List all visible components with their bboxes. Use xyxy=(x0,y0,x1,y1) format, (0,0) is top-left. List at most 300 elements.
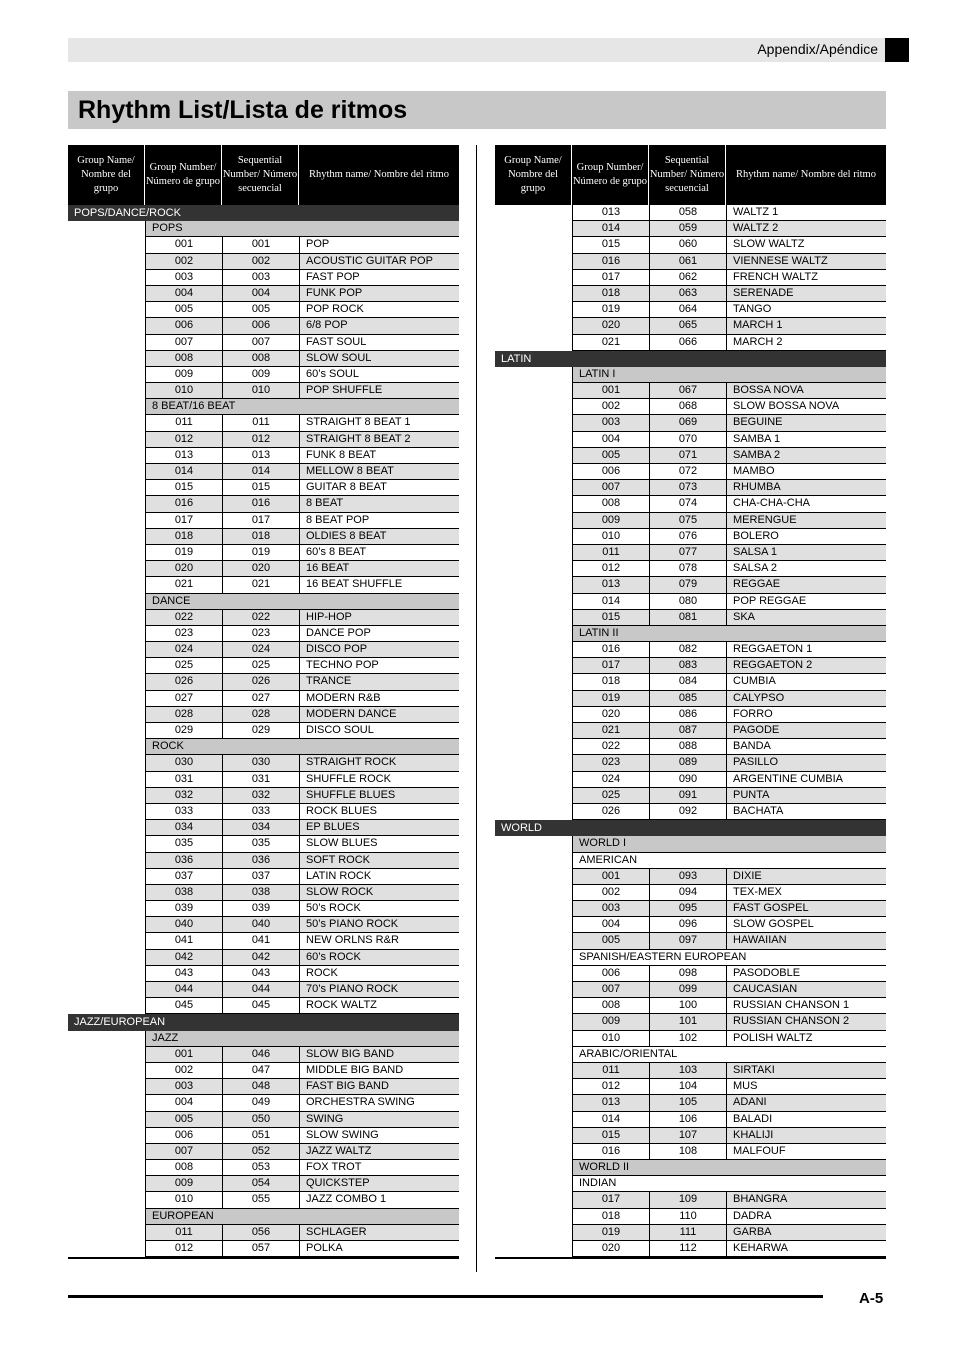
table-row xyxy=(495,998,886,1014)
sequential-number-cell: 099 xyxy=(649,982,726,998)
sequential-number-cell: 063 xyxy=(649,286,726,302)
sequential-number-cell: 022 xyxy=(222,610,299,626)
rhythm-name-cell: WALTZ 2 xyxy=(726,221,886,237)
rhythm-name-cell: KEHARWA xyxy=(726,1241,886,1257)
group-number-cell: 040 xyxy=(145,917,222,933)
table-row xyxy=(495,383,886,399)
rhythm-name-cell: SLOW SWING xyxy=(299,1128,459,1144)
subgroup-label: POPS xyxy=(145,221,459,237)
group-number-cell: 024 xyxy=(145,642,222,658)
table-row xyxy=(495,254,886,270)
group-number-cell: 003 xyxy=(572,415,649,431)
rhythm-name-cell: KHALIJI xyxy=(726,1128,886,1144)
table-row xyxy=(68,480,459,496)
group-number-cell: 001 xyxy=(572,383,649,399)
table-row xyxy=(495,1063,886,1079)
table-row xyxy=(68,982,459,998)
rhythm-name-cell: FAST GOSPEL xyxy=(726,901,886,917)
sequential-number-cell: 100 xyxy=(649,998,726,1014)
sequential-number-cell: 034 xyxy=(222,820,299,836)
sequential-number-cell: 092 xyxy=(649,804,726,820)
group-number-cell: 004 xyxy=(145,286,222,302)
rhythm-name-cell: BACHATA xyxy=(726,804,886,820)
group-number-cell: 012 xyxy=(145,1241,222,1257)
footer-rule xyxy=(68,1295,823,1298)
group-number-cell: 010 xyxy=(145,1192,222,1208)
table-row xyxy=(495,318,886,334)
table-row xyxy=(495,561,886,577)
sequential-number-cell: 109 xyxy=(649,1192,726,1208)
table-row xyxy=(495,707,886,723)
sequential-number-cell: 050 xyxy=(222,1112,299,1128)
sequential-number-cell: 069 xyxy=(649,415,726,431)
group-number-cell: 020 xyxy=(572,1241,649,1257)
table-row xyxy=(495,658,886,674)
rhythm-name-cell: FUNK POP xyxy=(299,286,459,302)
table-row xyxy=(495,399,886,415)
rhythm-name-cell: BHANGRA xyxy=(726,1192,886,1208)
sequential-number-cell: 083 xyxy=(649,658,726,674)
sequential-number-cell: 037 xyxy=(222,869,299,885)
table-row xyxy=(495,1144,886,1160)
table-row xyxy=(68,1144,459,1160)
rhythm-name-cell: BANDA xyxy=(726,739,886,755)
rhythm-name-cell: QUICKSTEP xyxy=(299,1176,459,1192)
rhythm-name-cell: DISCO SOUL xyxy=(299,723,459,739)
sequential-number-cell: 035 xyxy=(222,836,299,852)
rhythm-name-cell: FORRO xyxy=(726,707,886,723)
table-row xyxy=(68,869,459,885)
rhythm-name-cell: REGGAETON 1 xyxy=(726,642,886,658)
sequential-number-cell: 053 xyxy=(222,1160,299,1176)
rhythm-name-cell: FUNK 8 BEAT xyxy=(299,448,459,464)
rhythm-name-cell: ROCK WALTZ xyxy=(299,998,459,1014)
rhythm-name-cell: POLISH WALTZ xyxy=(726,1031,886,1047)
rhythm-name-cell: SERENADE xyxy=(726,286,886,302)
rhythm-name-cell: CHA-CHA-CHA xyxy=(726,496,886,512)
sequential-number-cell: 075 xyxy=(649,513,726,529)
sequential-number-cell: 064 xyxy=(649,302,726,318)
table-row xyxy=(495,221,886,237)
subgroup-label: ROCK xyxy=(145,739,459,755)
table-row xyxy=(68,804,459,820)
sequential-number-cell: 045 xyxy=(222,998,299,1014)
group-number-cell: 009 xyxy=(145,1176,222,1192)
sequential-number-cell: 024 xyxy=(222,642,299,658)
sequential-number-cell: 090 xyxy=(649,772,726,788)
table-row xyxy=(68,674,459,690)
sequential-number-cell: 039 xyxy=(222,901,299,917)
sequential-number-cell: 106 xyxy=(649,1112,726,1128)
rhythm-name-cell: BOLERO xyxy=(726,529,886,545)
table-row xyxy=(495,674,886,690)
sequential-number-cell: 104 xyxy=(649,1079,726,1095)
group-number-cell: 002 xyxy=(572,399,649,415)
sequential-number-cell: 023 xyxy=(222,626,299,642)
subgroup-row xyxy=(495,1160,886,1176)
group-number-cell: 008 xyxy=(572,496,649,512)
group-number-cell: 011 xyxy=(572,545,649,561)
sequential-number-cell: 033 xyxy=(222,804,299,820)
table-row xyxy=(495,642,886,658)
group-number-cell: 031 xyxy=(145,772,222,788)
sequential-number-cell: 070 xyxy=(649,432,726,448)
sequential-number-cell: 073 xyxy=(649,480,726,496)
sequential-number-cell: 107 xyxy=(649,1128,726,1144)
rhythm-name-cell: 16 BEAT SHUFFLE xyxy=(299,577,459,593)
rhythm-name-cell: GARBA xyxy=(726,1225,886,1241)
table-row xyxy=(68,1079,459,1095)
sequential-number-cell: 055 xyxy=(222,1192,299,1208)
group-number-cell: 014 xyxy=(145,464,222,480)
table-row xyxy=(68,1112,459,1128)
subgroup-row xyxy=(495,367,886,383)
table-row xyxy=(68,335,459,351)
table-row xyxy=(495,901,886,917)
sequential-number-cell: 049 xyxy=(222,1095,299,1111)
sequential-number-cell: 084 xyxy=(649,674,726,690)
group-number-cell: 018 xyxy=(145,529,222,545)
table-body xyxy=(68,205,459,1257)
subgroup-label: WORLD II xyxy=(572,1160,886,1176)
sequential-number-cell: 002 xyxy=(222,254,299,270)
subgroup-label: LATIN I xyxy=(572,367,886,383)
rhythm-name-cell: GUITAR 8 BEAT xyxy=(299,480,459,496)
group-number-cell: 006 xyxy=(572,464,649,480)
rhythm-name-cell: SLOW WALTZ xyxy=(726,237,886,253)
subgroup-row xyxy=(495,836,886,852)
group-number-cell: 001 xyxy=(572,869,649,885)
rhythm-name-cell: POP ROCK xyxy=(299,302,459,318)
sequential-number-cell: 076 xyxy=(649,529,726,545)
table-row xyxy=(68,901,459,917)
sequential-number-cell: 088 xyxy=(649,739,726,755)
rhythm-name-cell: REGGAETON 2 xyxy=(726,658,886,674)
rhythm-name-cell: DISCO POP xyxy=(299,642,459,658)
group-number-cell: 033 xyxy=(145,804,222,820)
section-title: Appendix/Apéndice xyxy=(757,41,878,57)
rhythm-name-cell: MARCH 1 xyxy=(726,318,886,334)
group-number-cell: 001 xyxy=(145,237,222,253)
group-number-cell: 012 xyxy=(572,561,649,577)
group-number-cell: 006 xyxy=(145,1128,222,1144)
table-row xyxy=(495,513,886,529)
rhythm-name-cell: SKA xyxy=(726,610,886,626)
subgroup-row xyxy=(68,739,459,755)
group-row: LATIN xyxy=(495,351,886,367)
group-number-cell: 013 xyxy=(145,448,222,464)
group-number-cell: 037 xyxy=(145,869,222,885)
sequential-number-cell: 074 xyxy=(649,496,726,512)
sequential-number-cell: 029 xyxy=(222,723,299,739)
table-row xyxy=(68,577,459,593)
sequential-number-cell: 028 xyxy=(222,707,299,723)
table-body xyxy=(495,205,886,1257)
sequential-number-cell: 008 xyxy=(222,351,299,367)
table-row xyxy=(495,594,886,610)
table-row xyxy=(68,302,459,318)
rhythm-name-cell: SCHLAGER xyxy=(299,1225,459,1241)
group-number-cell: 020 xyxy=(572,318,649,334)
table-row xyxy=(68,658,459,674)
table-row xyxy=(68,1095,459,1111)
rhythm-name-cell: MUS xyxy=(726,1079,886,1095)
rhythm-name-cell: TRANCE xyxy=(299,674,459,690)
sequential-number-cell: 005 xyxy=(222,302,299,318)
rhythm-name-cell: SALSA 2 xyxy=(726,561,886,577)
group-number-cell: 020 xyxy=(145,561,222,577)
rhythm-name-cell: SLOW GOSPEL xyxy=(726,917,886,933)
group-number-cell: 014 xyxy=(572,1112,649,1128)
group-number-cell: 024 xyxy=(572,772,649,788)
table-header xyxy=(68,145,459,205)
group-number-cell: 022 xyxy=(145,610,222,626)
group-number-cell: 032 xyxy=(145,788,222,804)
sequential-number-cell: 038 xyxy=(222,885,299,901)
table-row xyxy=(495,1128,886,1144)
table-row xyxy=(495,772,886,788)
sequential-number-cell: 012 xyxy=(222,432,299,448)
group-number-cell: 011 xyxy=(145,1225,222,1241)
table-row xyxy=(68,254,459,270)
table-row xyxy=(68,853,459,869)
table-row xyxy=(68,1241,459,1257)
table-row xyxy=(495,755,886,771)
group-number-cell: 003 xyxy=(145,1079,222,1095)
table-row xyxy=(495,788,886,804)
group-number-cell: 016 xyxy=(572,1144,649,1160)
sequential-number-cell: 001 xyxy=(222,237,299,253)
rhythm-name-cell: BEGUINE xyxy=(726,415,886,431)
subgroup-label: INDIAN xyxy=(572,1176,886,1192)
sequential-number-cell: 112 xyxy=(649,1241,726,1257)
subgroup-label: LATIN II xyxy=(572,626,886,642)
subgroup-label: SPANISH/EASTERN EUROPEAN xyxy=(572,950,886,966)
sequential-number-cell: 009 xyxy=(222,367,299,383)
table-row xyxy=(495,610,886,626)
group-number-cell: 019 xyxy=(145,545,222,561)
group-number-cell: 023 xyxy=(145,626,222,642)
rhythm-name-cell: SWING xyxy=(299,1112,459,1128)
table-row xyxy=(495,286,886,302)
table-row xyxy=(68,820,459,836)
table-row xyxy=(68,464,459,480)
rhythm-name-cell: STRAIGHT ROCK xyxy=(299,755,459,771)
sequential-number-cell: 087 xyxy=(649,723,726,739)
table-row xyxy=(68,1192,459,1208)
rhythm-name-cell: DANCE POP xyxy=(299,626,459,642)
sequential-number-cell: 071 xyxy=(649,448,726,464)
rhythm-name-cell: HAWAIIAN xyxy=(726,933,886,949)
table-row xyxy=(68,755,459,771)
rhythm-name-cell: 16 BEAT xyxy=(299,561,459,577)
table-row xyxy=(68,998,459,1014)
sequential-number-cell: 006 xyxy=(222,318,299,334)
group-number-cell: 001 xyxy=(145,1047,222,1063)
col-rhythm-name: Rhythm name/ Nombre del ritmo xyxy=(736,169,876,180)
table-row xyxy=(495,1031,886,1047)
group-row: WORLD xyxy=(495,820,886,836)
rhythm-name-cell: 8 BEAT xyxy=(299,496,459,512)
table-row xyxy=(495,577,886,593)
table-row xyxy=(495,885,886,901)
group-number-cell: 007 xyxy=(145,1144,222,1160)
rhythm-name-cell: CUMBIA xyxy=(726,674,886,690)
table-row xyxy=(495,335,886,351)
sequential-number-cell: 103 xyxy=(649,1063,726,1079)
rhythm-name-cell: 60’s ROCK xyxy=(299,950,459,966)
sequential-number-cell: 093 xyxy=(649,869,726,885)
table-row xyxy=(495,691,886,707)
group-number-cell: 004 xyxy=(572,917,649,933)
rhythm-name-cell: ORCHESTRA SWING xyxy=(299,1095,459,1111)
table-row xyxy=(495,529,886,545)
rhythm-name-cell: POP SHUFFLE xyxy=(299,383,459,399)
table-row xyxy=(68,642,459,658)
sequential-number-cell: 018 xyxy=(222,529,299,545)
sequential-number-cell: 040 xyxy=(222,917,299,933)
group-number-cell: 026 xyxy=(145,674,222,690)
rhythm-name-cell: DADRA xyxy=(726,1209,886,1225)
rhythm-name-cell: CAUCASIAN xyxy=(726,982,886,998)
group-number-cell: 002 xyxy=(572,885,649,901)
group-number-cell: 045 xyxy=(145,998,222,1014)
rhythm-name-cell: POLKA xyxy=(299,1241,459,1257)
rhythm-name-cell: ROCK xyxy=(299,966,459,982)
col-sequential-number: Sequential Number/ Número secuencial xyxy=(222,145,299,205)
subgroup-row xyxy=(68,1031,459,1047)
table-row xyxy=(68,448,459,464)
group-number-cell: 021 xyxy=(145,577,222,593)
subgroup-label: DANCE xyxy=(145,594,459,610)
category-row xyxy=(495,950,886,966)
group-number-cell: 007 xyxy=(572,982,649,998)
group-number-cell: 018 xyxy=(572,674,649,690)
group-row: POPS/DANCE/ROCK xyxy=(68,205,459,221)
category-row xyxy=(495,853,886,869)
sequential-number-cell: 059 xyxy=(649,221,726,237)
group-number-cell: 015 xyxy=(572,610,649,626)
table-row xyxy=(68,529,459,545)
sequential-number-cell: 095 xyxy=(649,901,726,917)
group-number-cell: 034 xyxy=(145,820,222,836)
group-number-cell: 016 xyxy=(572,642,649,658)
group-number-cell: 017 xyxy=(572,658,649,674)
group-number-cell: 012 xyxy=(145,432,222,448)
rhythm-name-cell: MODERN R&B xyxy=(299,691,459,707)
sequential-number-cell: 077 xyxy=(649,545,726,561)
rhythm-name-cell: SAMBA 1 xyxy=(726,432,886,448)
sequential-number-cell: 046 xyxy=(222,1047,299,1063)
sequential-number-cell: 082 xyxy=(649,642,726,658)
table-row xyxy=(495,804,886,820)
table-row xyxy=(495,464,886,480)
rhythm-name-cell: PUNTA xyxy=(726,788,886,804)
table-row xyxy=(68,286,459,302)
rhythm-name-cell: FAST BIG BAND xyxy=(299,1079,459,1095)
rhythm-name-cell: SHUFFLE BLUES xyxy=(299,788,459,804)
group-number-cell: 003 xyxy=(145,270,222,286)
table-row xyxy=(68,788,459,804)
table-row xyxy=(495,1112,886,1128)
rhythm-name-cell: RHUMBA xyxy=(726,480,886,496)
rhythm-name-cell: FAST SOUL xyxy=(299,335,459,351)
subgroup-label: ARABIC/ORIENTAL xyxy=(572,1047,886,1063)
group-number-cell: 008 xyxy=(145,1160,222,1176)
group-number-cell: 011 xyxy=(145,415,222,431)
table-bottom-rule xyxy=(495,1257,886,1259)
table-row xyxy=(68,626,459,642)
rhythm-name-cell: 8 BEAT POP xyxy=(299,513,459,529)
sequential-number-cell: 013 xyxy=(222,448,299,464)
column-divider xyxy=(476,145,477,1272)
rhythm-name-cell: REGGAE xyxy=(726,577,886,593)
table-row xyxy=(68,836,459,852)
table-row xyxy=(68,318,459,334)
table-row xyxy=(68,367,459,383)
group-number-cell: 019 xyxy=(572,302,649,318)
rhythm-name-cell: SAMBA 2 xyxy=(726,448,886,464)
group-number-cell: 015 xyxy=(572,1128,649,1144)
table-row xyxy=(495,480,886,496)
sequential-number-cell: 061 xyxy=(649,254,726,270)
group-number-cell: 036 xyxy=(145,853,222,869)
rhythm-name-cell: ARGENTINE CUMBIA xyxy=(726,772,886,788)
rhythm-name-cell: SLOW BOSSA NOVA xyxy=(726,399,886,415)
rhythm-name-cell: SIRTAKI xyxy=(726,1063,886,1079)
sequential-number-cell: 105 xyxy=(649,1095,726,1111)
rhythm-name-cell: MERENGUE xyxy=(726,513,886,529)
group-number-cell: 017 xyxy=(572,1192,649,1208)
table-row xyxy=(495,1014,886,1030)
table-row xyxy=(495,933,886,949)
rhythm-name-cell: MIDDLE BIG BAND xyxy=(299,1063,459,1079)
table-row xyxy=(495,723,886,739)
rhythm-name-cell: HIP-HOP xyxy=(299,610,459,626)
rhythm-name-cell: RUSSIAN CHANSON 2 xyxy=(726,1014,886,1030)
table-row xyxy=(495,432,886,448)
table-row xyxy=(68,432,459,448)
group-number-cell: 043 xyxy=(145,966,222,982)
category-row xyxy=(495,1176,886,1192)
table-row xyxy=(495,496,886,512)
rhythm-name-cell: 50’s ROCK xyxy=(299,901,459,917)
sequential-number-cell: 041 xyxy=(222,933,299,949)
subgroup-label: JAZZ xyxy=(145,1031,459,1047)
rhythm-name-cell: TANGO xyxy=(726,302,886,318)
rhythm-name-cell: JAZZ COMBO 1 xyxy=(299,1192,459,1208)
group-number-cell: 010 xyxy=(145,383,222,399)
group-number-cell: 025 xyxy=(572,788,649,804)
sequential-number-cell: 096 xyxy=(649,917,726,933)
rhythm-name-cell: POP xyxy=(299,237,459,253)
sequential-number-cell: 056 xyxy=(222,1225,299,1241)
sequential-number-cell: 066 xyxy=(649,335,726,351)
group-number-cell: 005 xyxy=(145,302,222,318)
group-number-cell: 018 xyxy=(572,286,649,302)
group-number-cell: 042 xyxy=(145,950,222,966)
group-number-cell: 023 xyxy=(572,755,649,771)
group-number-cell: 022 xyxy=(572,739,649,755)
group-number-cell: 019 xyxy=(572,1225,649,1241)
rhythm-name-cell: SLOW ROCK xyxy=(299,885,459,901)
sequential-number-cell: 048 xyxy=(222,1079,299,1095)
group-number-cell: 009 xyxy=(145,367,222,383)
group-number-cell: 008 xyxy=(572,998,649,1014)
rhythm-name-cell: MARCH 2 xyxy=(726,335,886,351)
rhythm-name-cell: LATIN ROCK xyxy=(299,869,459,885)
group-number-cell: 010 xyxy=(572,1031,649,1047)
